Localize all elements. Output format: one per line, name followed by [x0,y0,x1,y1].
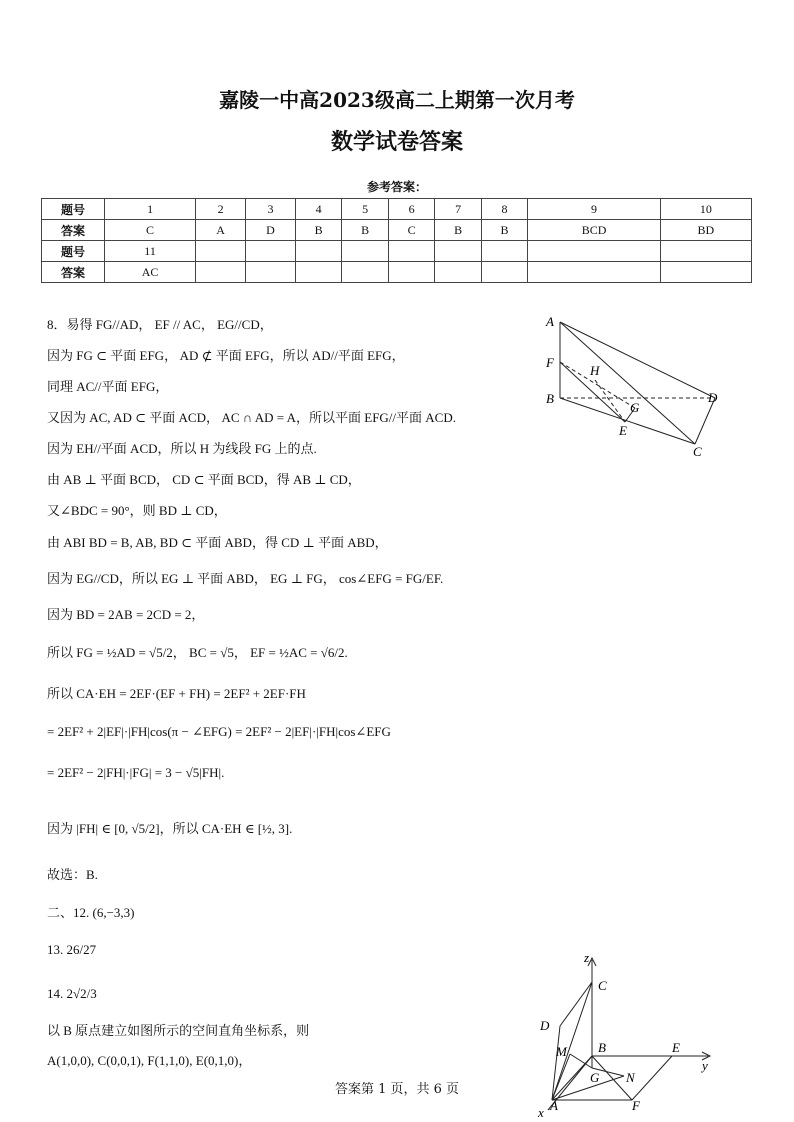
question-number: 6 [388,199,434,220]
exam-subtitle: 数学试卷答案 [330,129,463,155]
question-number: 7 [435,199,481,220]
answer-cell: D [246,220,296,241]
answer-cell [528,262,660,283]
table-row [42,262,752,283]
fig1-label: H [590,363,600,378]
question-number [528,241,660,262]
question-number: 10 [660,199,751,220]
answer-cell [388,262,434,283]
answer-cell [660,262,751,283]
question-number [388,241,434,262]
solution-line: 又∠BDC = 90°，则 BD ⊥ CD， [47,503,227,518]
fig2-label: x [538,1105,544,1118]
answer-cell: B [481,220,527,241]
solution-line: 故选：B. [47,867,98,882]
table-row [42,241,752,262]
solution-line: 又因为 AC, AD ⊂ 平面 ACD， AC ∩ AD = A，所以平面 EFG//平面 ACD. [47,410,456,425]
answer-cell: BD [660,220,751,241]
fig1-label: A [546,314,554,329]
page-footer: 答案第 1 页，共 6 页 [334,1082,460,1097]
solution-line: 同理 AC//平面 EFG， [47,379,169,394]
answer-cell: B [342,220,388,241]
fig2-label: C [598,978,607,993]
answer-cell [435,262,481,283]
fig2-label: D [540,1018,550,1033]
solution-line: 13. 26/27 [47,942,97,957]
fig2-label: y [702,1058,708,1073]
question-number: 5 [342,199,388,220]
fig2-label: E [672,1040,680,1055]
solution-line: 因为 EG//CD，所以 EG ⊥ 平面 ABD， EG ⊥ FG， cos∠EFG = FG/EF. [47,571,444,586]
fig2-label: M [556,1044,567,1059]
solution-line: 8．易得 FG//AD， EF // AC， EG//CD， [47,317,273,332]
answer-cell: C [388,220,434,241]
solution-line: 因为 BD = 2AB = 2CD = 2， [47,607,205,622]
answer-cell: A [196,220,246,241]
table-row [42,220,752,241]
question-number [481,241,527,262]
solution-line: 所以 FG = ½AD = √5/2， BC = √5， EF = ½AC = √6/2. [47,645,348,660]
answer-table [41,198,752,283]
answer-cell: C [105,220,196,241]
solution-line: 二、12. (6,−3,3) [47,905,135,920]
question-number: 8 [481,199,527,220]
solution-line: 14. 2√2/3 [47,986,97,1001]
question-number [246,241,296,262]
question-number: 3 [246,199,296,220]
solution-line: 由 AB ⊥ 平面 BCD， CD ⊂ 平面 BCD，得 AB ⊥ CD， [47,472,361,487]
question-number [660,241,751,262]
answer-cell [342,262,388,283]
solution-line: 因为 FG ⊂ 平面 EFG， AD ⊄ 平面 EFG，所以 AD//平面 EFG， [47,348,405,363]
solution-line: A(1,0,0), C(0,0,1), F(1,1,0), E(0,1,0)， [47,1053,252,1068]
fig1-label: E [619,423,627,438]
fig1-label: B [546,391,554,406]
row-label-answer: 答案 [42,220,105,241]
fig1-label: F [546,355,554,370]
solution-line: 所以 CA·EH = 2EF·(EF + FH) = 2EF² + 2EF·FH [47,686,306,701]
question-number [342,241,388,262]
reference-answer-label: 参考答案： [366,180,427,194]
question-number [295,241,341,262]
answer-cell: AC [105,262,196,283]
fig1-label: G [630,400,640,415]
fig2-label: N [626,1070,635,1085]
question-number: 4 [295,199,341,220]
question-number [196,241,246,262]
answer-cell [196,262,246,283]
row-label-question: 题号 [42,199,105,220]
answer-cell: B [295,220,341,241]
row-label-question: 题号 [42,241,105,262]
solution-line: 因为 EH//平面 ACD，所以 H 为线段 FG 上的点. [47,441,317,456]
solution-line: 以 B 原点建立如图所示的空间直角坐标系，则 [47,1023,310,1038]
question-number: 1 [105,199,196,220]
fig2-label: F [632,1098,640,1113]
question-number [435,241,481,262]
answer-cell [246,262,296,283]
solution-line: = 2EF² − 2|FH|·|FG| = 3 − √5|FH|. [47,765,225,780]
fig1-label: D [708,390,718,405]
fig2-label: G [590,1070,600,1085]
fig2-label: B [598,1040,606,1055]
solution-line: 由 ABI BD = B, AB, BD ⊂ 平面 ABD，得 CD ⊥ 平面 ABD， [47,535,388,550]
solution-line: 因为 |FH| ∈ [0, √5/2]，所以 CA·EH ∈ [½, 3]. [47,821,293,836]
exam-title: 嘉陵一中高2023级高二上期第一次月考 [219,88,575,112]
question-number: 9 [528,199,660,220]
fig2-label: z [584,950,590,965]
tetrahedron-figure [540,312,730,460]
answer-cell [481,262,527,283]
row-label-answer: 答案 [42,262,105,283]
fig1-label: C [693,444,702,459]
table-row [42,199,752,220]
fig2-label: A [550,1098,558,1113]
solution-line: = 2EF² + 2|EF|·|FH|cos(π − ∠EFG) = 2EF² − 2|EF|·|FH|cos∠EFG [47,724,391,739]
answer-cell [295,262,341,283]
answer-cell: BCD [528,220,660,241]
question-number: 2 [196,199,246,220]
answer-cell: B [435,220,481,241]
question-number: 11 [105,241,196,262]
